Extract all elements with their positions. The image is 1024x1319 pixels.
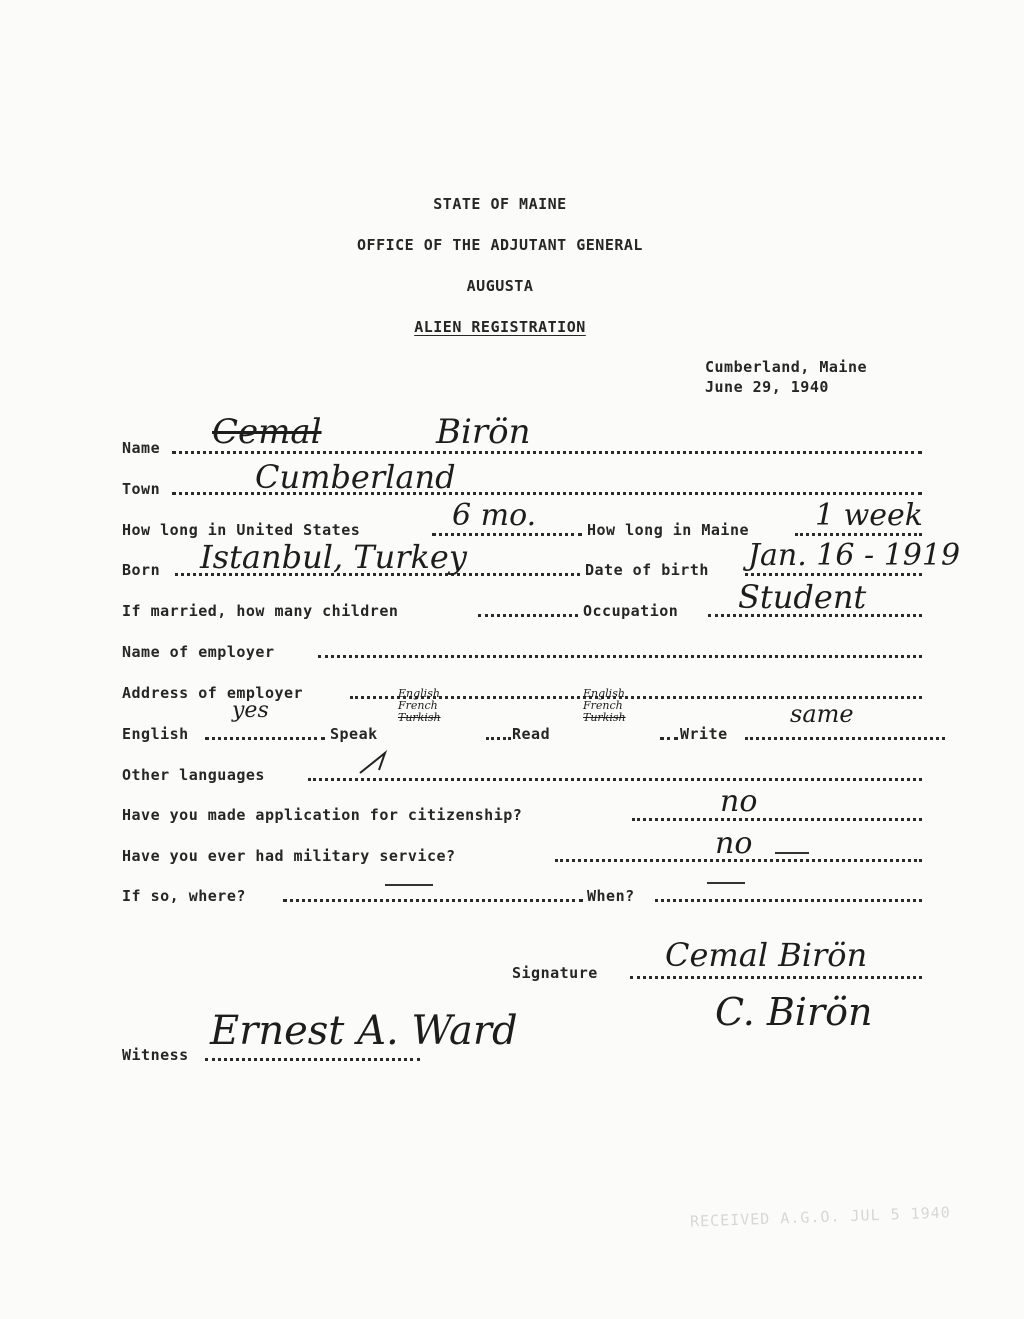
name-label: Name [122, 439, 161, 457]
state-heading: STATE OF MAINE [433, 195, 567, 213]
speak-language-3: Turkish [398, 711, 441, 724]
how-long-us-label: How long in United States [122, 521, 361, 539]
married-dotted-line [478, 614, 578, 617]
date-of-birth-label: Date of birth [585, 561, 709, 579]
city-heading: AUGUSTA [466, 277, 534, 295]
how-long-maine-label: How long in Maine [587, 521, 750, 539]
english-dotted-line [205, 737, 325, 740]
signature-label: Signature [512, 964, 598, 982]
when-dash [707, 882, 745, 884]
military-label: Have you ever had military service? [122, 847, 456, 865]
speak-language-1: English [398, 687, 440, 700]
speak-languages [398, 688, 441, 724]
read-language-1: English [583, 687, 625, 700]
signature-dotted-line [630, 976, 922, 979]
town-entry: Cumberland [255, 458, 456, 496]
form-title: ALIEN REGISTRATION [414, 318, 586, 336]
place-text: Cumberland, Maine [705, 358, 868, 376]
english-label: English [122, 725, 189, 743]
where-label: If so, where? [122, 887, 246, 905]
read-language-3: Turkish [583, 711, 626, 724]
employer-address-label: Address of employer [122, 684, 304, 702]
citizenship-entry: no [720, 784, 758, 819]
signature-entry: Cemal Birön [665, 936, 868, 974]
witness-signature: Ernest A. Ward [210, 1008, 518, 1054]
read-label: Read [512, 725, 551, 743]
employer-name-dotted-line [318, 655, 922, 658]
how-long-us-dotted-line [432, 533, 582, 536]
born-entry: Istanbul, Turkey [200, 538, 467, 576]
read-dotted-line [660, 737, 678, 740]
initials-signature: C. Birön [715, 990, 873, 1034]
english-entry: yes [232, 698, 269, 723]
employer-name-label: Name of employer [122, 643, 275, 661]
date-of-birth-dotted-line [745, 573, 922, 576]
speak-dotted-line [486, 737, 511, 740]
date-text: June 29, 1940 [705, 378, 829, 396]
citizenship-dotted-line [632, 818, 922, 821]
date-of-birth-entry: Jan. 16 - 1919 [748, 538, 961, 573]
other-languages-dotted-line [308, 778, 922, 781]
speak-label: Speak [330, 725, 378, 743]
first-name-entry: Cemal [212, 412, 322, 452]
military-entry: no [715, 826, 753, 861]
read-languages [583, 688, 626, 724]
born-label: Born [122, 561, 161, 579]
occupation-label: Occupation [583, 602, 679, 620]
office-heading: OFFICE OF THE ADJUTANT GENERAL [357, 236, 643, 254]
write-entry: same [790, 700, 854, 728]
military-dash [775, 852, 809, 854]
occupation-entry: Student [738, 578, 867, 616]
when-dotted-line [655, 899, 922, 902]
dash-mark [355, 748, 395, 778]
write-dotted-line [745, 737, 945, 740]
speak-language-2: French [398, 699, 438, 712]
where-dotted-line [283, 899, 583, 902]
received-stamp: RECEIVED A.G.O. JUL 5 1940 [689, 1203, 952, 1231]
when-label: When? [587, 887, 635, 905]
married-label: If married, how many children [122, 602, 399, 620]
witness-dotted-line [205, 1058, 420, 1061]
how-long-us-entry: 6 mo. [452, 498, 537, 533]
read-language-2: French [583, 699, 623, 712]
last-name-entry: Birön [436, 412, 531, 452]
how-long-maine-entry: 1 week [815, 498, 923, 533]
where-dash [385, 884, 433, 886]
witness-label: Witness [122, 1046, 189, 1064]
other-languages-label: Other languages [122, 766, 265, 784]
write-label: Write [680, 725, 728, 743]
town-label: Town [122, 480, 161, 498]
citizenship-label: Have you made application for citizenship? [122, 806, 523, 824]
how-long-maine-dotted-line [795, 533, 922, 536]
